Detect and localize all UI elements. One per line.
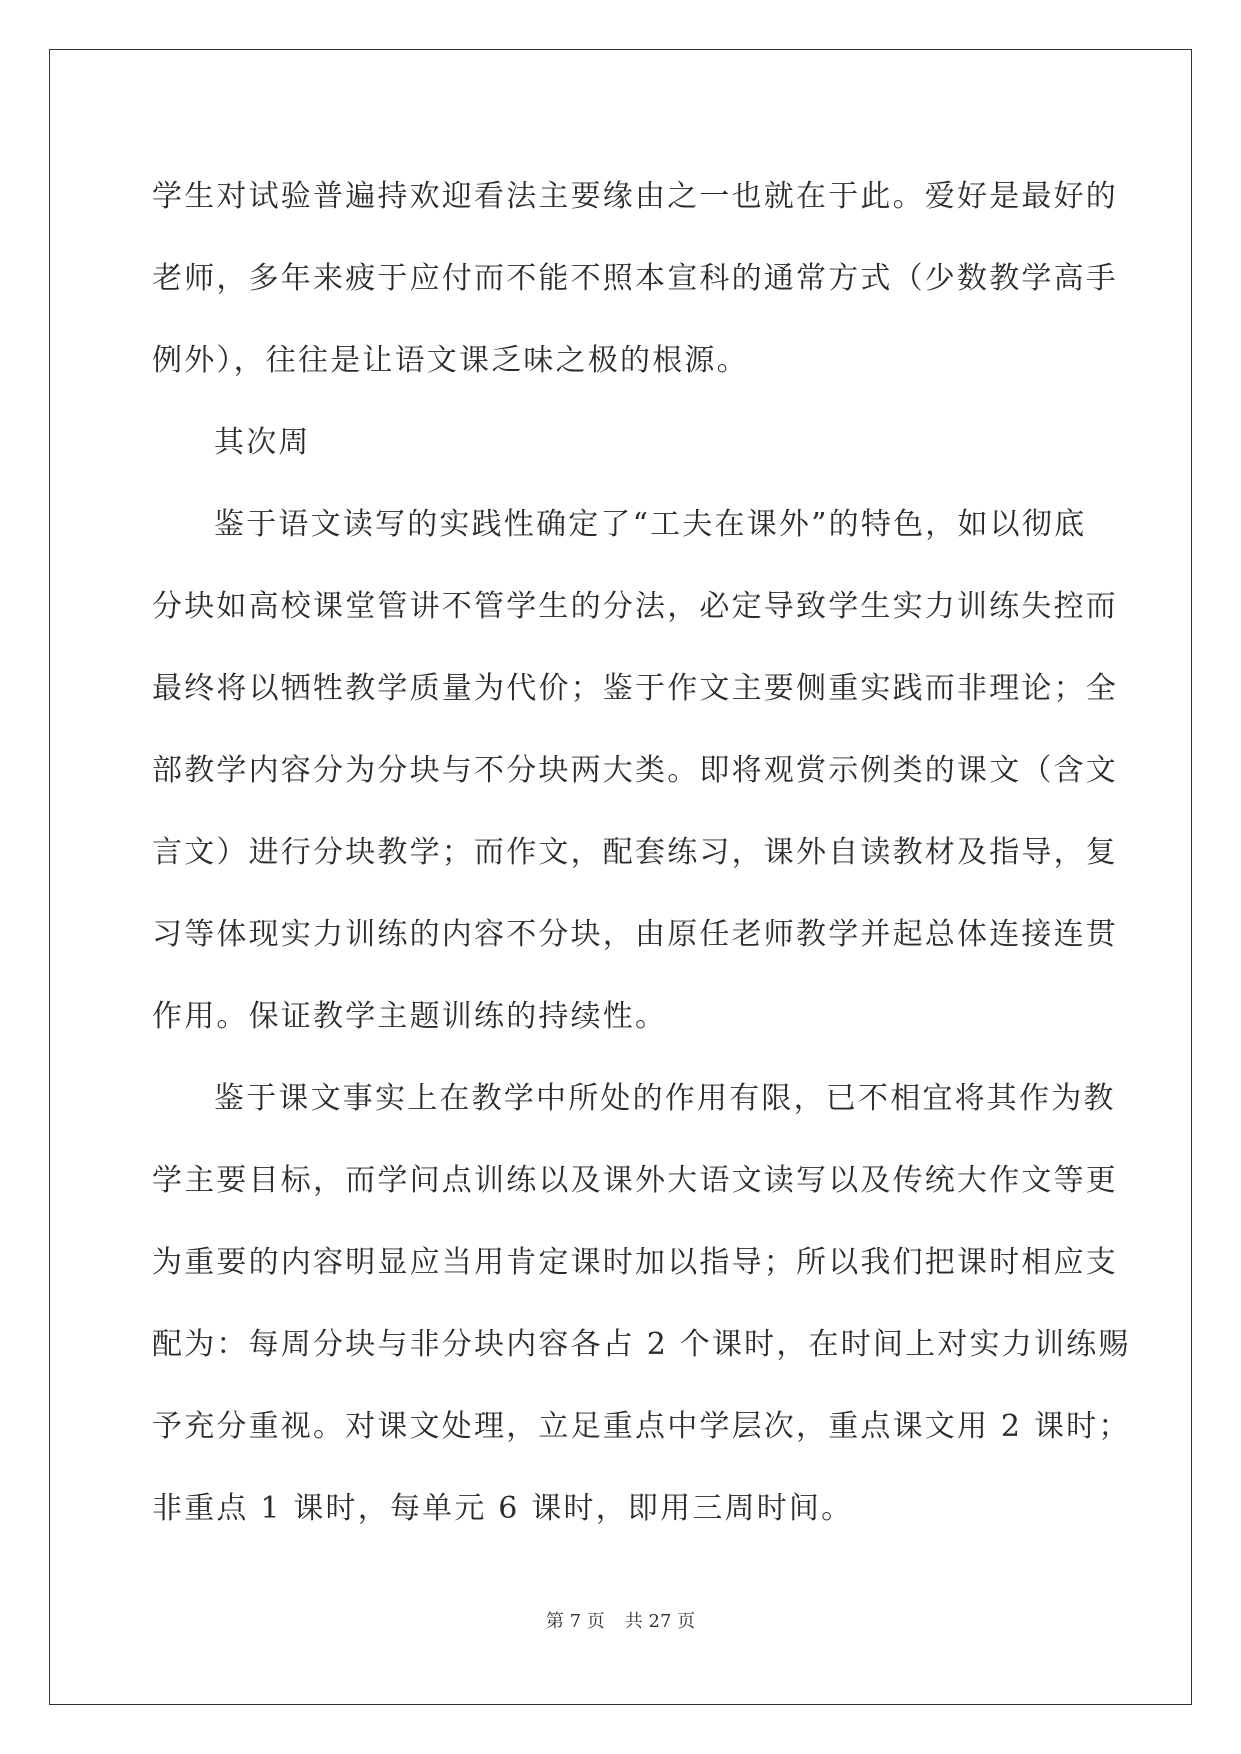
paragraph-line: 鉴于语文读写的实践性确定了“工夫在课外”的特色，如以彻底 — [214, 507, 1087, 542]
paragraph-line: 予充分重视。对课文处理，立足重点中学层次，重点课文用 2 课时； — [152, 1409, 1131, 1444]
paragraph-line: 分块如高校课堂管讲不管学生的分法，必定导致学生实力训练失控而 — [152, 589, 1118, 624]
paragraph-line: 言文）进行分块教学；而作文，配套练习，课外自读教材及指导，复 — [152, 835, 1118, 870]
paragraph-line: 为重要的内容明显应当用肯定课时加以指导；所以我们把课时相应支 — [152, 1245, 1118, 1280]
paragraph-line: 非重点 1 课时，每单元 6 课时，即用三周时间。 — [152, 1491, 854, 1526]
paragraph-line: 学主要目标，而学问点训练以及课外大语文读写以及传统大作文等更 — [152, 1163, 1118, 1198]
paragraph-line: 学生对试验普遍持欢迎看法主要缘由之一也就在于此。爱好是最好的 — [152, 179, 1118, 214]
paragraph-line: 老师，多年来疲于应付而不能不照本宣科的通常方式（少数教学高手 — [152, 261, 1118, 296]
paragraph-line: 鉴于课文事实上在教学中所处的作用有限，已不相宜将其作为教 — [214, 1081, 1116, 1116]
document-body — [152, 156, 1131, 1550]
paragraph-line: 配为：每周分块与非分块内容各占 2 个课时，在时间上对实力训练赐 — [152, 1327, 1131, 1362]
page-total: 共 27 页 — [624, 1611, 696, 1632]
paragraph-line: 最终将以牺牲教学质量为代价；鉴于作文主要侧重实践而非理论；全 — [152, 671, 1118, 706]
page-number: 第 7 页 — [545, 1611, 605, 1632]
page-footer — [0, 1610, 1241, 1634]
paragraph-line: 习等体现实力训练的内容不分块，由原任老师教学并起总体连接连贯 — [152, 917, 1118, 952]
paragraph-line: 例外），往往是让语文课乏味之极的根源。 — [152, 343, 749, 378]
paragraph-line: 部教学内容分为分块与不分块两大类。即将观赏示例类的课文（含文 — [152, 753, 1118, 788]
paragraph-line: 作用。保证教学主题训练的持续性。 — [152, 999, 668, 1034]
section-heading: 其次周 — [214, 425, 311, 460]
